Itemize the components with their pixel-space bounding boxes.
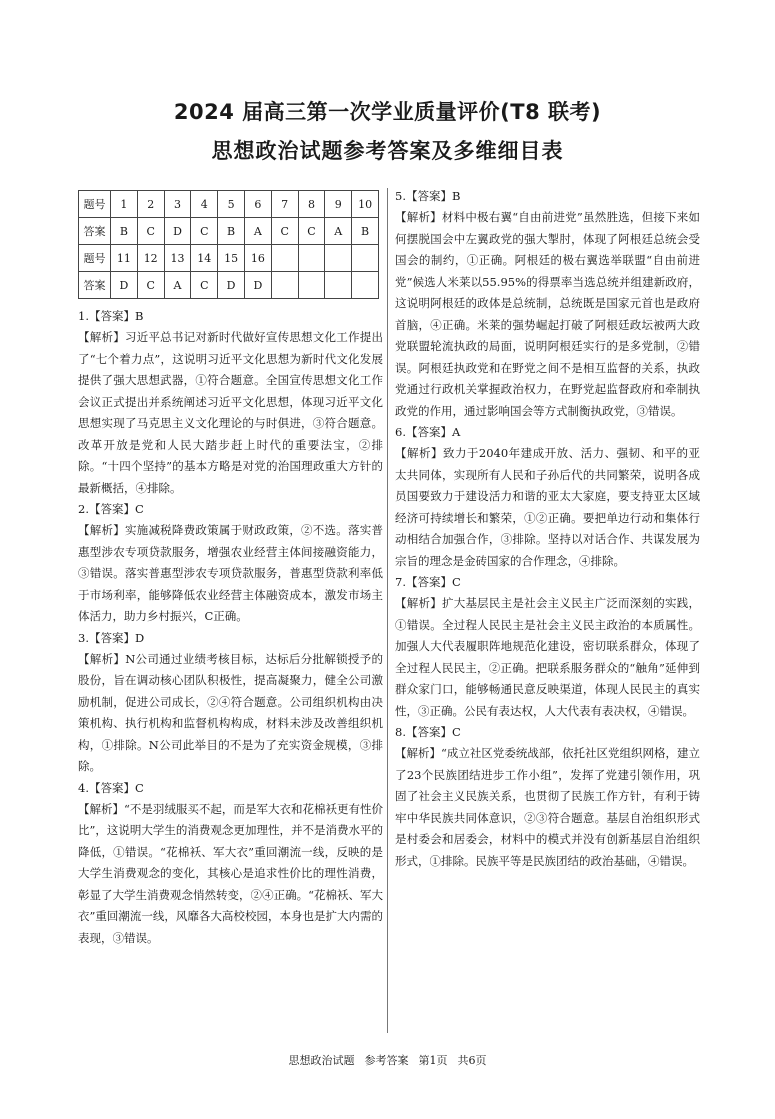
table-row — [79, 218, 379, 245]
footer-page: 第1页 — [418, 1054, 448, 1067]
table-cell: C — [137, 218, 164, 245]
table-cell: A — [325, 218, 352, 245]
table-cell: 题号 — [79, 191, 111, 218]
answer-line: 8.【答案】C — [395, 725, 461, 739]
table-cell: 14 — [191, 245, 218, 272]
table-cell: 4 — [191, 191, 218, 218]
table-cell — [271, 272, 298, 299]
table-cell: A — [244, 218, 271, 245]
footer-doc: 参考答案 — [364, 1054, 409, 1067]
answer-line: 2.【答案】C — [78, 502, 144, 516]
table-cell: C — [191, 272, 218, 299]
explanation: 【解析】“不是羽绒服买不起，而是军大衣和花棉袄更有性价比”，这说明大学生的消费观念更加理性，并不是消费水平的降低，①错误。“花棉袄、军大衣”重回潮流一线，反映的是大学生消费观念的变化，其核心是追求性价比的理性消费，彰显了大学生消费观念悄然转变，②④正确。“花棉袄、军大衣”重回潮流一线，风靡各大高校校园，本身也是扩大内需的表现，③错误。 — [78, 801, 383, 945]
table-cell — [352, 272, 379, 299]
table-cell — [325, 272, 352, 299]
answer-line: 4.【答案】C — [78, 780, 144, 795]
right-column — [395, 186, 700, 872]
table-row — [79, 245, 379, 272]
table-cell: 15 — [218, 245, 245, 272]
table-cell: B — [352, 218, 379, 245]
table-cell: 10 — [352, 191, 379, 218]
explanation: 【解析】实施减税降费政策属于财政政策，②不选。落实普惠型涉农专项贷款服务，增强农业经营主体间接融资能力，③错误。落实普惠型涉农专项贷款服务，普惠型贷款利率低于市场利率，能够降低农业经营主体融资成本，激发市场主体活力，助力乡村振兴，C正确。 — [78, 523, 383, 623]
answer-line: 5.【答案】B — [395, 189, 461, 203]
answer-line: 1.【答案】B — [78, 309, 144, 323]
question-2 — [78, 499, 383, 628]
table-cell: D — [244, 272, 271, 299]
table-cell: 题号 — [79, 245, 111, 272]
table-cell: D — [111, 272, 138, 299]
table-cell: 2 — [137, 191, 164, 218]
column-divider — [387, 188, 388, 1033]
table-cell — [325, 245, 352, 272]
table-cell: 16 — [244, 245, 271, 272]
table-cell: 6 — [244, 191, 271, 218]
explanation: 【解析】“成立社区党委统战部，依托社区党组织网格，建立了23个民族团结进步工作小组”，发挥了党建引领作用，巩固了社会主义民族关系，也贯彻了民族工作方针，有利于铸牢中华民族共同体意识，②③符合题意。基层自治组织形式是村委会和居委会，材料中的模式并没有创新基层自治组织形式，①排除。民族平等是民族团结的政治基础，④错误。 — [395, 746, 700, 868]
table-cell: 12 — [137, 245, 164, 272]
answer-line: 6.【答案】A — [395, 425, 461, 439]
footer-subject: 思想政治试题 — [288, 1054, 355, 1067]
table-cell: 答案 — [79, 218, 111, 245]
answer-line: 3.【答案】D — [78, 630, 145, 645]
table-cell: A — [164, 272, 191, 299]
table-cell: B — [218, 218, 245, 245]
question-4 — [78, 778, 383, 950]
table-cell — [271, 245, 298, 272]
table-cell — [298, 272, 325, 299]
left-column — [78, 306, 383, 949]
table-row — [79, 272, 379, 299]
page-title: 2024 届高三第一次学业质量评价(T8 联考) — [173, 100, 602, 124]
page-footer — [0, 1052, 775, 1068]
table-cell: 1 — [111, 191, 138, 218]
table-row — [79, 191, 379, 218]
table-cell: C — [298, 218, 325, 245]
table-cell: C — [137, 272, 164, 299]
table-cell: C — [191, 218, 218, 245]
table-cell — [298, 245, 325, 272]
table-cell: D — [164, 218, 191, 245]
table-cell: 9 — [325, 191, 352, 218]
question-1 — [78, 306, 383, 499]
table-cell: D — [218, 272, 245, 299]
table-cell: 3 — [164, 191, 191, 218]
page-subtitle: 思想政治试题参考答案及多维细目表 — [211, 139, 564, 163]
table-cell: B — [111, 218, 138, 245]
table-cell: 13 — [164, 245, 191, 272]
explanation: 【解析】致力于2040年建成开放、活力、强韧、和平的亚太共同体，实现所有人民和子孙后代的共同繁荣，说明各成员国要致力于建设活力和谐的亚太大家庭，要支持亚太区域经济可持续增长和繁荣，①②正确。要把单边行动和集体行动相结合加强合作，③排除。坚持以对话合作、共谋发展为宗旨的理念是金砖国家的合作理念，④排除。 — [395, 446, 700, 568]
explanation: 【解析】习近平总书记对新时代做好宣传思想文化工作提出了“七个着力点”，这说明习近平文化思想为新时代文化发展提供了强大思想武器，①符合题意。全国宣传思想文化工作会议正式提出并系统阐述习近平文化思想，体现习近平文化思想实现了马克思主义文化理论的与时俱进，③符合题意。改革开放是党和人民大踏步赶上时代的重要法宝，②排除。“十四个坚持”的基本方略是对党的治国理政重大方针的最新概括，④排除。 — [78, 330, 383, 495]
question-7 — [395, 572, 700, 722]
question-5 — [395, 186, 700, 422]
table-cell: 8 — [298, 191, 325, 218]
question-3 — [78, 628, 383, 778]
footer-total: 共6页 — [457, 1054, 487, 1067]
table-cell: C — [271, 218, 298, 245]
answer-table — [78, 190, 379, 299]
explanation: 【解析】扩大基层民主是社会主义民主广泛而深刻的实践，①错误。全过程人民民主是社会主义民主政治的本质属性。加强人大代表履职阵地规范化建设，密切联系群众，体现了全过程人民民主，②正确。把联系服务群众的“触角”延伸到群众家门口，能够畅通民意反映渠道，体现人民民主的真实性，③正确。公民有表达权，人大代表有表决权，④错误。 — [395, 596, 700, 718]
explanation: 【解析】材料中极右翼“自由前进党”虽然胜选，但接下来如何摆脱国会中左翼政党的强大掣肘，体现了阿根廷总统会受国会的制约，①正确。阿根廷的极右翼选举联盟“自由前进党”候选人米莱以55.95%的得票率当选总统并组建新政府，这说明阿根廷的政体是总统制，总统既是国家元首也是政府首脑，④正确。米莱的强势崛起打破了阿根廷政坛被两大政党联盟轮流执政的局面，说明阿根廷实行的是多党制，②错误。阿根廷执政党和在野党之间不是相互监督的关系，执政党通过行政机关掌握政治权力，在野党起监督政府和牵制执政党的作用，通过影响国会等方式制衡执政党，③错误。 — [395, 210, 700, 418]
explanation: 【解析】N公司通过业绩考核目标，达标后分批解锁授予的股份，旨在调动核心团队积极性，提高凝聚力，健全公司激励机制，促进公司成长，②④符合题意。公司组织机构由决策机构、执行机构和监督机构构成，材料未涉及改善组织机构，①排除。N公司此举目的不是为了充实资金规模，③排除。 — [78, 651, 383, 773]
table-cell: 7 — [271, 191, 298, 218]
table-cell: 答案 — [79, 272, 111, 299]
question-6 — [395, 422, 700, 572]
table-cell: 5 — [218, 191, 245, 218]
answer-line: 7.【答案】C — [395, 575, 461, 589]
table-cell — [352, 245, 379, 272]
question-8 — [395, 722, 700, 872]
table-cell: 11 — [111, 245, 138, 272]
